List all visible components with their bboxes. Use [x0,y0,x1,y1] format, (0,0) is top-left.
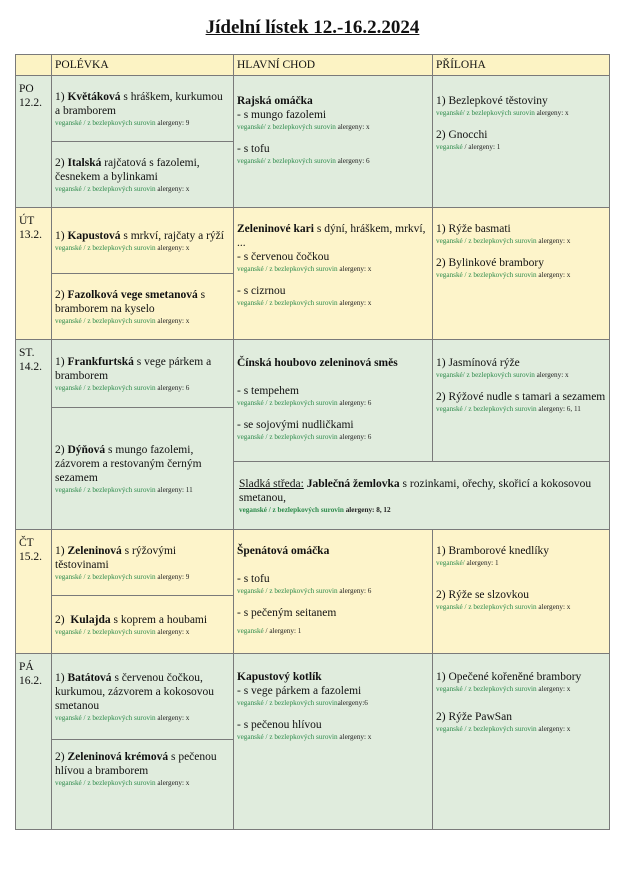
main-option: - s tofu [237,573,270,585]
soup-cell: 2) Zeleninová krémová s pečenou hlívou a bramborem veganské / z bezlepkových surovin alergeny: x [52,740,234,830]
main-title: Kapustový kotlík [237,671,322,683]
main-title: Čínská houbovo zeleninová směs [237,357,398,369]
vegan-label: veganské/ [436,559,465,567]
day-row-ct [16,530,610,596]
day-cell [16,76,52,208]
header-row [16,55,610,76]
main-title: Zeleninové kari [237,223,314,235]
vegan-label: veganské / z bezlepkových surovin [239,505,344,514]
vegan-label: veganské / z bezlepkových surovin [237,399,338,407]
day-date: 15.2. [19,551,42,563]
day-date: 16.2. [19,675,42,687]
vegan-label: veganské / z bezlepkových surovin [55,184,156,193]
vegan-label: veganské / z bezlepkových surovin [55,713,156,722]
vegan-label: veganské [237,627,264,635]
allergens: alergeny: x [157,243,190,252]
main-option: - s vege párkem a fazolemi [237,685,362,697]
header-side: PŘÍLOHA [433,55,610,76]
vegan-label: veganské / z bezlepkových surovin [55,118,156,127]
side-item: 2) Rýže PawSan [436,711,513,723]
soup-name: Batátová [67,671,112,684]
soup-cell: 1) Batátová s červenou čočkou, kurkumou, zázvorem a kokosovou smetanou veganské / z bezlepkových surovin alergeny: x [52,654,234,740]
vegan-label: veganské / z bezlepkových surovin [237,265,338,273]
allergens: alergeny: x [339,265,372,273]
day-name: ST. [19,347,35,359]
main-option: - se sojovými nudličkami [237,419,354,431]
allergens: alergeny: x [536,371,569,379]
allergens: alergeny: x [536,109,569,117]
soup-desc: s koprem a houbami [110,613,208,626]
soup-cell: 2) Italská rajčatová s fazolemi, česnekem a bylinkami veganské / z bezlepkových surovin alergeny: x [52,142,234,208]
allergens: alergeny: x [157,184,190,193]
day-row-po [16,76,610,142]
allergens: alergeny: x [538,271,571,279]
day-cell [16,208,52,340]
day-date: 13.2. [19,229,42,241]
vegan-label: veganské / z bezlepkových surovin [436,725,537,733]
dessert-cell [234,462,610,530]
allergens: alergeny: 1 [466,559,499,567]
main-option: - s tofu [237,143,270,155]
dessert-desc: s rozinkami, ořechy, skořicí a kokosovou smetanou, [239,477,592,504]
vegan-label: veganské / z bezlepkových surovin [55,316,156,325]
side-cell [433,208,610,340]
main-option: - s tempehem [237,385,299,397]
vegan-label: veganské / z bezlepkových surovin [55,779,156,787]
allergens: alergeny: x [157,713,190,722]
allergens: alergeny: x [157,779,190,787]
allergens: alergeny: 6 [339,587,372,595]
main-option: - s červenou čočkou [237,251,330,263]
soup-cell: 1) Frankfurtská s vege párkem a bramborem veganské / z bezlepkových surovin alergeny: 6 [52,340,234,408]
soup-name: Frankfurtská [67,355,134,368]
allergens: / alergeny: 1 [265,627,302,635]
allergens: alergeny: x [538,237,571,245]
day-cell [16,654,52,830]
vegan-label: veganské/ z bezlepkových surovin [237,123,336,131]
side-item: 1) Jasmínová rýže [436,357,520,369]
vegan-label: veganské / z bezlepkových surovin [436,685,537,693]
soup-name: Zeleninová krémová [67,751,169,763]
vegan-label: veganské / z bezlepkových surovin [436,603,537,611]
vegan-label: veganské/ z bezlepkových surovin [436,109,535,117]
vegan-label: veganské / z bezlepkových surovin [55,243,156,252]
allergens: alergeny: 6 [157,383,190,392]
vegan-label: veganské / z bezlepkových surovin [436,271,537,279]
main-cell [234,530,433,654]
main-cell [234,654,433,830]
soup-name: Fazolková vege smetanová [67,288,198,301]
header-soup: POLÉVKA [52,55,234,76]
main-cell [234,208,433,340]
side-item: 1) Opečené kořeněné brambory [436,671,582,683]
soup-name: Dýňová [67,443,106,456]
soup-cell: 1) Zeleninová s rýžovými těstovinami veganské / z bezlepkových surovin alergeny: 9 [52,530,234,596]
day-cell [16,530,52,654]
allergens: / alergeny: 1 [464,143,501,151]
allergens: alergeny: 9 [157,572,190,581]
side-item: 2) Gnocchi [436,129,488,141]
side-item: 1) Bramborové knedlíky [436,545,550,557]
soup-name: Kulajda [70,613,111,626]
allergens: alergeny: x [538,603,571,611]
vegan-label: veganské [436,143,463,151]
side-item: 1) Rýže basmati [436,223,511,235]
main-option: - s pečeným seitanem [237,607,337,619]
soup-desc: s rýžovými těstovinami [55,544,177,571]
side-item: 2) Rýžové nudle s tamari a sezamem [436,391,606,403]
vegan-label: veganské / z bezlepkových surovin [237,587,338,595]
soup-desc: s mungo fazolemi, zázvorem a restovaným černým sezamem [55,443,202,484]
main-option: - s cizrnou [237,285,286,297]
allergens: alergeny: x [157,627,190,636]
day-date: 12.2. [19,97,42,109]
vegan-label: veganské / z bezlepkových surovin [55,383,156,392]
header-day [16,55,52,76]
allergens: alergeny: x [538,725,571,733]
menu-table [15,54,610,830]
vegan-label: veganské / z bezlepkových surovin [55,485,156,494]
day-row-ut [16,208,610,274]
day-row-pa [16,654,610,740]
soup-name: Kapustová [67,229,121,242]
allergens: alergeny: x [157,316,190,325]
side-cell [433,654,610,830]
allergens: alergeny: x [538,685,571,693]
allergens: alergeny: 8, 12 [345,505,391,514]
dessert-name: Jablečná žemlovka [306,477,400,490]
soup-desc: s pečenou hlívou a bramborem [55,751,217,777]
main-cell [234,340,433,462]
page-title: Jídelní lístek 12.-16.2.2024 [205,17,420,38]
main-title: Rajská omáčka [237,95,313,107]
soup-desc: s bramborem na kyselo [55,288,206,315]
main-cell [234,76,433,208]
day-row-st [16,340,610,408]
main-title-desc: s dýní, hráškem, mrkví, ... [237,223,426,249]
day-cell [16,340,52,530]
day-date: 14.2. [19,361,42,373]
day-name: ČT [19,537,34,549]
soup-cell: 2) Fazolková vege smetanová s bramborem na kyselo veganské / z bezlepkových surovin alergeny: x [52,274,234,340]
vegan-label: veganské / z bezlepkových surovin [237,299,338,307]
allergens: alergeny: x [339,299,372,307]
vegan-label: veganské / z bezlepkových surovin [436,237,537,245]
soup-cell: 1) Květáková s hráškem, kurkumou a bramborem veganské / z bezlepkových surovin alergeny: 9 [52,76,234,142]
allergens: alergeny: x [339,733,372,741]
soup-name: Květáková [67,90,121,103]
day-name: PO [19,83,34,95]
vegan-label: veganské/ z bezlepkových surovin [436,371,535,379]
vegan-label: veganské / z bezlepkových surovin [55,572,156,581]
soup-desc: s vege párkem a bramborem [55,355,212,382]
soup-desc: s hráškem, kurkumou a bramborem [55,90,223,117]
soup-desc: s mrkví, rajčaty a rýží [120,229,224,242]
side-cell [433,530,610,654]
day-name: ÚT [19,215,35,227]
side-item: 2) Rýže se slzovkou [436,589,529,601]
vegan-label: veganské / z bezlepkových surovin [436,405,537,413]
main-title: Špenátová omáčka [237,545,330,557]
soup-name: Zeleninová [67,544,122,557]
side-item: 1) Bezlepkové těstoviny [436,95,548,107]
main-option: - s mungo fazolemi [237,109,327,121]
side-cell [433,340,610,462]
vegan-label: veganské/ z bezlepkových surovin [237,157,336,165]
allergens: alergeny: 6 [339,399,372,407]
day-name: PÁ [19,661,34,673]
main-option: - s pečenou hlívou [237,719,322,731]
dessert-label: Sladká středa: [239,477,304,490]
soup-name: Italská [67,156,102,169]
soup-cell: 1) Kapustová s mrkví, rajčaty a rýží veganské / z bezlepkových surovin alergeny: x [52,208,234,274]
allergens: alergeny:6 [337,699,368,707]
side-item: 2) Bylinkové brambory [436,257,544,269]
header-main: HLAVNÍ CHOD [234,55,433,76]
allergens: alergeny: 6, 11 [538,405,581,413]
vegan-label: veganské / z bezlepkových surovin [55,627,156,636]
soup-cell: 2) Dýňová s mungo fazolemi, zázvorem a restovaným černým sezamem veganské / z bezlepkových surovin alergeny: 11 [52,408,234,530]
side-cell [433,76,610,208]
vegan-label: veganské / z bezlepkových surovin [237,433,338,441]
vegan-label: veganské / z bezlepkových surovin [237,733,338,741]
allergens: alergeny: 6 [339,433,372,441]
allergens: alergeny: x [337,123,370,131]
soup-desc: s červenou čočkou, kurkumou, zázvorem a kokosovou smetanou [55,671,215,712]
allergens: alergeny: 6 [337,157,370,165]
allergens: alergeny: 9 [157,118,190,127]
vegan-label: veganské / z bezlepkových surovin [237,699,338,707]
soup-desc: rajčatová s fazolemi, česnekem a bylinkami [55,156,200,183]
allergens: alergeny: 11 [157,485,193,494]
soup-cell: 2) Kulajda s koprem a houbami veganské / z bezlepkových surovin alergeny: x [52,596,234,654]
